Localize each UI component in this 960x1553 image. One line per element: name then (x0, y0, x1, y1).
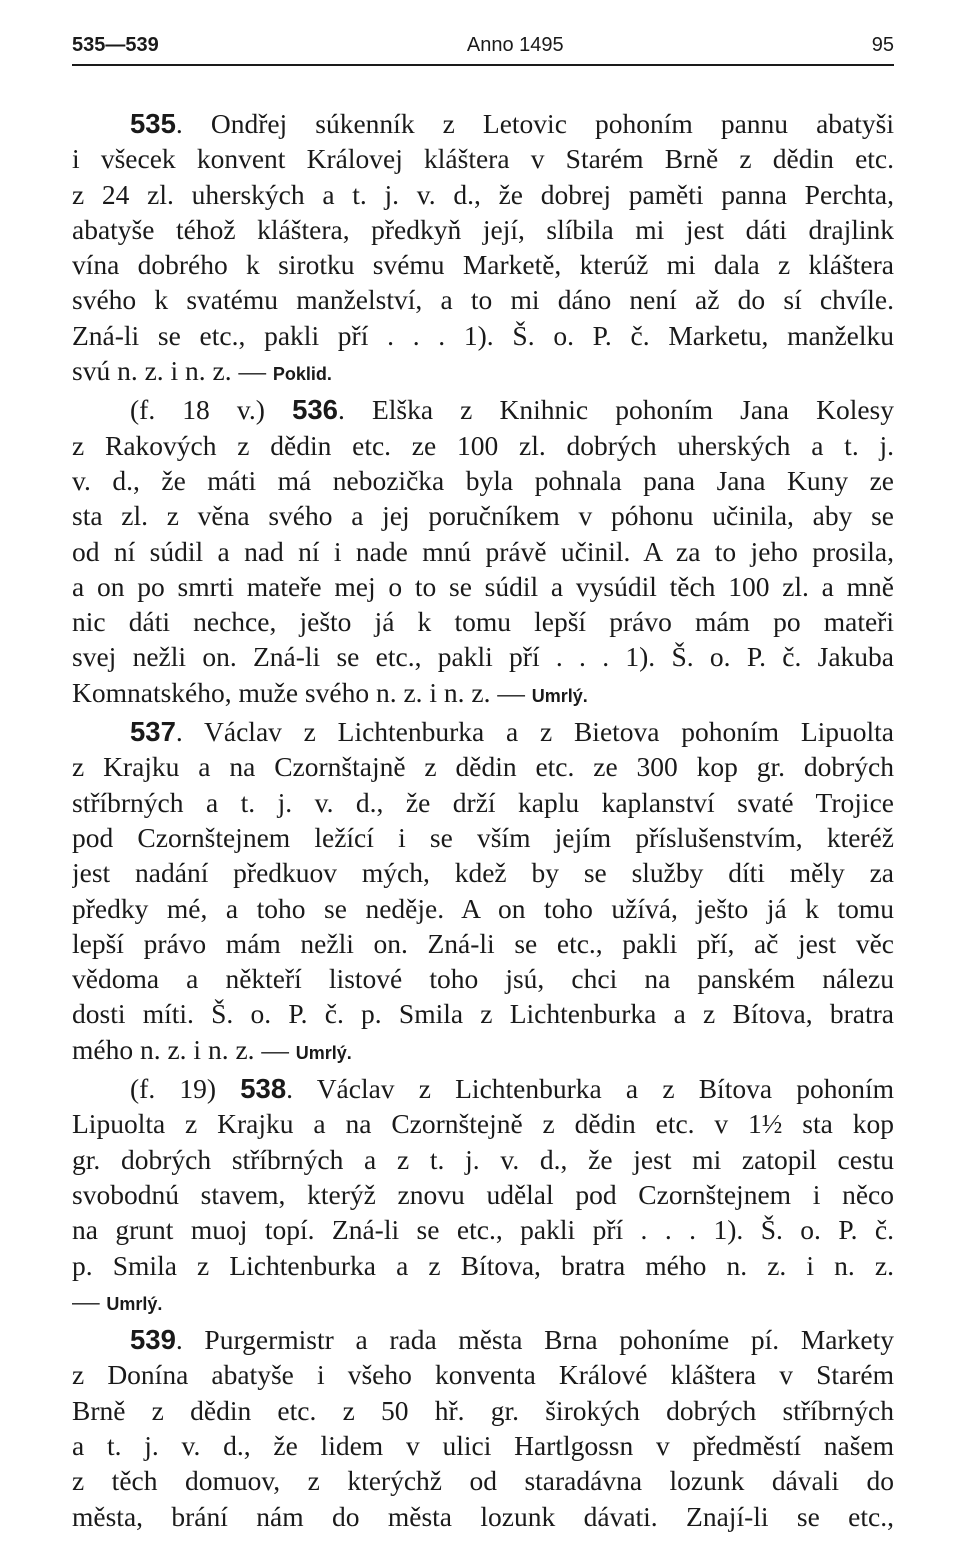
text-span: z Rakových z dědin etc. ze 100 zl. dobrých uherských a t. j. (72, 429, 894, 461)
text-span: a t. j. v. d., že lidem v ulici Hartlgossn v předměstí našem (72, 1429, 894, 1461)
verdict-note: Umrlý. (106, 1293, 163, 1314)
entry-number: 536 (292, 394, 338, 426)
text-line (72, 1322, 894, 1357)
text-line (72, 714, 894, 749)
text-line (72, 891, 894, 926)
body-text (72, 106, 894, 1534)
text-line (72, 639, 894, 674)
text-line (72, 785, 894, 820)
text-span: Brně z dědin etc. z 50 hř. gr. širokých dobrých stříbrných (72, 1394, 894, 1426)
text-line (72, 749, 894, 784)
text-line (72, 1499, 894, 1534)
text-line (72, 1071, 894, 1106)
text-line (72, 1463, 894, 1498)
text-line (72, 247, 894, 282)
text-line (72, 318, 894, 353)
text-span: z těch domuov, z kterýchž od staradávna lozunk dávali do (72, 1465, 894, 1497)
text-line (72, 177, 894, 212)
text-span: . Václav z Lichtenburka a z Bítova pohoním (286, 1073, 894, 1105)
text-line (72, 1357, 894, 1392)
text-line (72, 1032, 894, 1071)
verdict-note: Umrlý. (531, 685, 588, 706)
text-span: města, brání nám do města lozunk dávati. Znají-li se etc., (72, 1500, 894, 1532)
text-span: z 24 zl. uherských a t. j. v. d., že dobrej paměti panna Perchta, (72, 178, 894, 210)
text-line (72, 1212, 894, 1247)
text-span: pod Czornštejnem ležící i se vším jejím příslušenstvím, kteréž (72, 821, 894, 853)
text-span: lepší právo mám nežli on. Zná-li se etc., pakli pří, ač jest věc (72, 927, 894, 959)
text-line (72, 1283, 894, 1322)
text-line (72, 855, 894, 890)
text-span: Zná-li se etc., pakli pří . . . 1). Š. o. P. č. Marketu, manželku (72, 319, 894, 351)
text-line (72, 1428, 894, 1463)
text-span: svého k svatému manželství, a to mi dáno není až do sí chvíle. (72, 284, 894, 316)
text-span: vědoma a někteří listové toho jsú, chci na panském nálezu (72, 963, 894, 995)
text-line (72, 353, 894, 392)
text-line (72, 1142, 894, 1177)
text-span: . Ondřej súkenník z Letovic pohoním pannu abatyši (175, 108, 894, 139)
text-span: (f. 18 v.) (130, 394, 293, 426)
text-line (72, 106, 894, 141)
text-span: . Václav z Lichtenburka a z Bietova pohoním Lipuolta (175, 716, 894, 748)
text-line (72, 141, 894, 176)
text-line (72, 996, 894, 1031)
text-span: i všecek konvent Královej kláštera v Starém Brně z dědin etc. (72, 143, 894, 175)
text-span: . Purgermistr a rada města Brna pohoníme pí. Markety (175, 1324, 894, 1356)
text-line (72, 926, 894, 961)
text-span: — (72, 1284, 107, 1316)
text-span: a on po smrti mateře mej o to se súdil a vysúdil těch 100 zl. a mně (72, 570, 894, 602)
text-span: abatyše téhož kláštera, předkyň její, slíbila mi jest dáti drajlink (72, 213, 894, 245)
text-span: od ní súdil a nad ní i nade mnú právě učinil. A za to jeho prosila, (72, 535, 894, 567)
text-line (72, 961, 894, 996)
header-rule (72, 64, 894, 66)
page-number: 95 (871, 34, 894, 56)
text-span: Komnatského, muže svého n. z. i n. z. — (72, 676, 532, 708)
text-span: z Krajku a na Czornštajně z dědin etc. ze 300 kop gr. dobrých (72, 751, 894, 783)
text-line (72, 498, 894, 533)
text-line (72, 820, 894, 855)
entry-range: 535—539 (72, 34, 159, 56)
text-span: svobodnú stavem, kterýž znovu udělal pod Czornštejnem i něco (72, 1178, 894, 1210)
entry-number: 539 (130, 1324, 176, 1356)
text-span: (f. 19) (130, 1073, 241, 1105)
running-header (72, 34, 894, 64)
text-span: . Elška z Knihnic pohoním Jana Kolesy (337, 394, 894, 426)
text-span: z Donína abatyše i všeho konventa Králové kláštera v Starém (72, 1359, 894, 1391)
entry-number: 538 (240, 1073, 287, 1105)
entry-number: 535 (130, 108, 176, 139)
text-span: svú n. z. i n. z. — (72, 355, 273, 387)
text-span: vína dobrého k sirotku svému Marketě, kterúž mi dala z kláštera (72, 249, 894, 281)
text-line (72, 1248, 894, 1283)
text-line (72, 569, 894, 604)
text-span: p. Smila z Lichtenburka a z Bítova, bratra mého n. z. i n. z. (72, 1249, 894, 1281)
text-span: Lipuolta z Krajku a na Czornštejně z dědin etc. v 1½ sta kop (72, 1108, 894, 1140)
text-line (72, 392, 894, 427)
running-title: Anno 1495 (466, 34, 564, 56)
text-line (72, 463, 894, 498)
text-span: svej nežli on. Zná-li se etc., pakli pří . . . 1). Š. o. P. č. Jakuba (72, 641, 894, 673)
text-line (72, 212, 894, 247)
text-span: předky mé, a toho se neděje. A on toho užívá, ješto já k tomu (72, 892, 894, 924)
verdict-note: Umrlý. (295, 1042, 352, 1063)
text-span: gr. dobrých stříbrných a z t. j. v. d., že jest mi zatopil cestu (72, 1143, 894, 1175)
text-span: v. d., že máti má nebozička byla pohnala pana Jana Kuny ze (72, 464, 894, 496)
text-span: stříbrných a t. j. v. d., že drží kaplu kaplanství svaté Trojice (72, 786, 894, 818)
text-span: dosti míti. Š. o. P. č. p. Smila z Lichtenburka a z Bítova, bratra (72, 998, 894, 1030)
text-line (72, 675, 894, 714)
text-line (72, 534, 894, 569)
verdict-note: Poklid. (272, 364, 332, 385)
text-line (72, 1177, 894, 1212)
entry-number: 537 (130, 716, 176, 748)
text-span: na grunt muoj topí. Zná-li se etc., pakli pří . . . 1). Š. o. P. č. (72, 1214, 894, 1246)
text-span: nic dáti nechce, ješto já k tomu lepší právo mám po mateři (72, 606, 894, 638)
text-span: mého n. z. i n. z. — (72, 1033, 296, 1065)
text-line (72, 604, 894, 639)
text-span: jest nadání předkuov mých, kdež by se služby díti měly za (72, 857, 894, 889)
text-line (72, 428, 894, 463)
text-line (72, 1106, 894, 1141)
document-page (72, 34, 894, 1534)
text-line (72, 1393, 894, 1428)
text-line (72, 282, 894, 317)
text-span: sta zl. z věna svého a jej poručníkem v póhonu učinila, aby se (72, 500, 894, 532)
